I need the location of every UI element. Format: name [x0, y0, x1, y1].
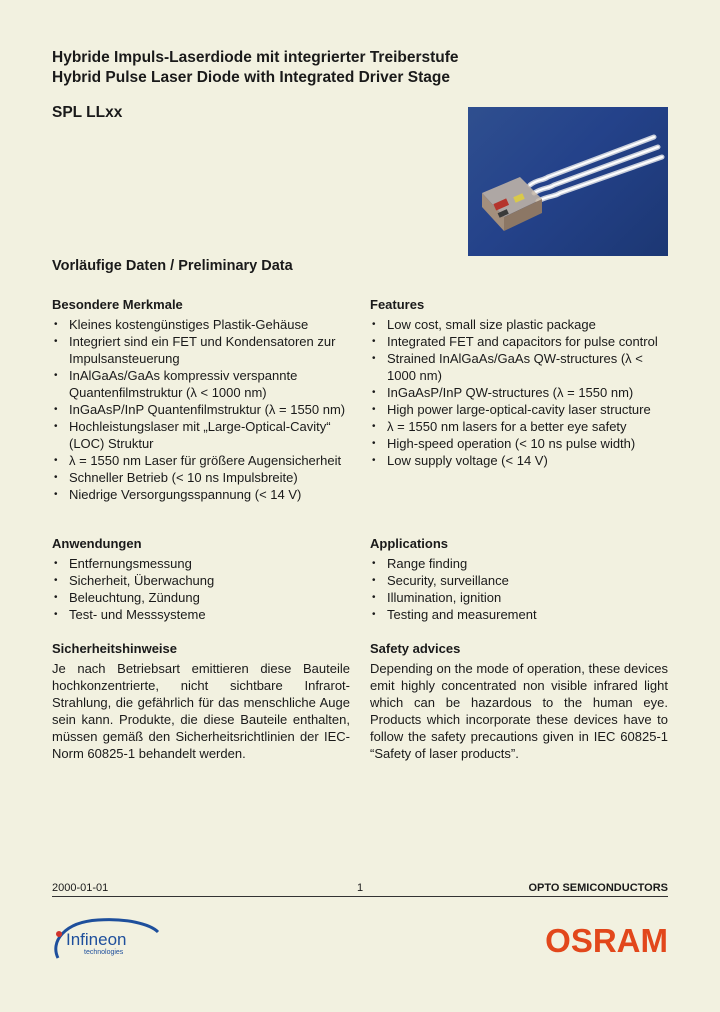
- list-item: • Test- und Messsysteme: [52, 606, 352, 623]
- applications-german-list: [52, 555, 352, 623]
- list-item: • Hochleistungslaser mit „Large-Optical-Cavity“ (LOC) Struktur: [52, 418, 352, 452]
- list-item: • Security, surveillance: [370, 572, 670, 589]
- section-heading: Features: [370, 297, 425, 312]
- section-heading: Besondere Merkmale: [52, 297, 183, 312]
- list-item: • Kleines kostengünstiges Plastik-Gehäuse: [52, 316, 352, 333]
- list-item: • Entfernungsmessung: [52, 555, 352, 572]
- features-english-list: [370, 316, 670, 469]
- list-item: • Integrated FET and capacitors for pulse control: [370, 333, 670, 350]
- infineon-tagline: technologies: [84, 949, 124, 956]
- section-heading: Sicherheitshinweise: [52, 641, 177, 656]
- list-item: • λ = 1550 nm Laser für größere Augensicherheit: [52, 452, 352, 469]
- safety-english-section: [370, 640, 668, 762]
- safety-german-text: Je nach Betriebsart emittieren diese Bauteile hochkonzentrierte, nicht sichtbare Infrarot-Strahlung, die gefährlich für das menschliche Auge sein kann. Produkte, die diese Bauteile enthalten, müssen gemäß den Sicherheitsrichtlinien der IEC-Norm 60825-1 behandelt werden.: [52, 661, 350, 761]
- features-german-section: [52, 296, 352, 503]
- page-number: 1: [357, 882, 364, 894]
- preliminary-data-heading: Vorläufige Daten / Preliminary Data: [52, 258, 293, 274]
- product-photo: [468, 107, 668, 256]
- product-name: SPL LLxx: [52, 104, 123, 121]
- footer-divider: [52, 896, 668, 897]
- infineon-logo: [50, 912, 162, 972]
- list-item: • Niedrige Versorgungsspannung (< 14 V): [52, 486, 352, 503]
- list-item: • High power large-optical-cavity laser structure: [370, 401, 670, 418]
- footer-brand: OPTO SEMICONDUCTORS: [528, 882, 668, 894]
- footer-date: 2000-01-01: [52, 882, 109, 894]
- features-german-list: [52, 316, 352, 503]
- list-item: • Range finding: [370, 555, 670, 572]
- list-item: • InAlGaAs/GaAs kompressiv verspannte Quantenfilmstruktur (λ < 1000 nm): [52, 367, 352, 401]
- infineon-swoosh-icon: [50, 912, 162, 972]
- safety-german-section: [52, 640, 350, 762]
- list-item: • Beleuchtung, Zündung: [52, 589, 352, 606]
- list-item: • Low cost, small size plastic package: [370, 316, 670, 333]
- list-item: • Sicherheit, Überwachung: [52, 572, 352, 589]
- list-item: • Integriert sind ein FET und Kondensatoren zur Impulsansteuerung: [52, 333, 352, 367]
- list-item: • Illumination, ignition: [370, 589, 670, 606]
- title-german: Hybride Impuls-Laserdiode mit integrierter Treiberstufe: [52, 49, 459, 66]
- list-item: • Strained InAlGaAs/GaAs QW-structures (λ < 1000 nm): [370, 350, 670, 384]
- list-item: • InGaAsP/InP Quantenfilmstruktur (λ = 1550 nm): [52, 401, 352, 418]
- title-block: [52, 48, 459, 88]
- list-item: • Schneller Betrieb (< 10 ns Impulsbreite): [52, 469, 352, 486]
- section-heading: Applications: [370, 536, 449, 551]
- list-item: • InGaAsP/InP QW-structures (λ = 1550 nm): [370, 384, 670, 401]
- infineon-wordmark: Infineon: [66, 930, 127, 949]
- laser-diode-image: [468, 107, 668, 256]
- list-item: • Low supply voltage (< 14 V): [370, 452, 670, 469]
- applications-english-list: [370, 555, 670, 623]
- section-heading: Safety advices: [370, 641, 461, 656]
- applications-english-section: [370, 535, 670, 623]
- list-item: • λ = 1550 nm lasers for a better eye safety: [370, 418, 670, 435]
- title-english: Hybrid Pulse Laser Diode with Integrated Driver Stage: [52, 69, 450, 86]
- list-item: • High-speed operation (< 10 ns pulse width): [370, 435, 670, 452]
- osram-logo: OSRAM: [545, 922, 668, 959]
- section-heading: Anwendungen: [52, 536, 142, 551]
- features-english-section: [370, 296, 670, 469]
- list-item: • Testing and measurement: [370, 606, 670, 623]
- applications-german-section: [52, 535, 352, 623]
- safety-english-text: Depending on the mode of operation, these devices emit highly concentrated non visible infrared light which can be hazardous to the human eye. Products which incorporate these devices have to follow the safety precautions given in IEC 60825-1 “Safety of laser products”.: [370, 661, 668, 761]
